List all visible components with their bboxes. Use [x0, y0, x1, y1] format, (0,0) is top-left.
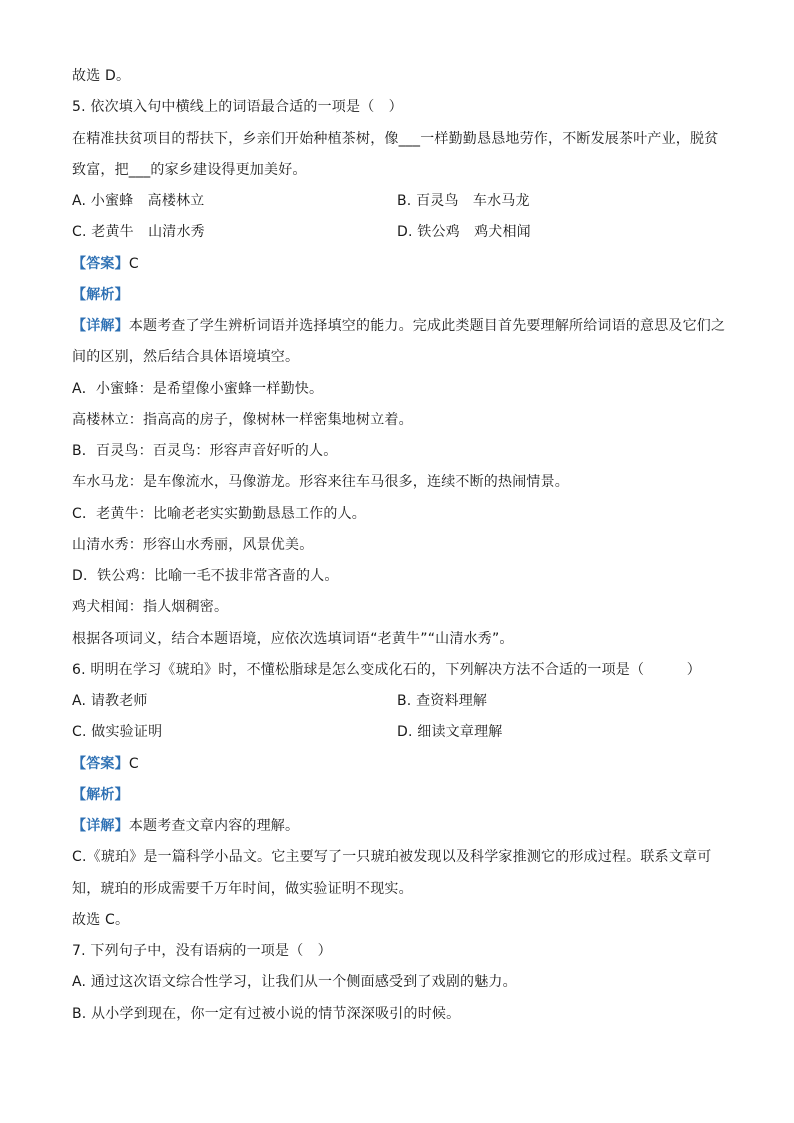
- question-5-explain-a2: 高楼林立：指高高的房子，像树林一样密集地树立着。: [72, 412, 413, 428]
- answer-tag: 【答案】: [72, 256, 129, 272]
- question-5-conclusion: 根据各项词义，结合本题语境，应依次选填词语“老黄牛”“山清水秀”。: [72, 631, 514, 647]
- question-5-option-b: B. 百灵鸟 车水马龙: [397, 193, 530, 209]
- question-5-option-c: C. 老黄牛 山清水秀: [72, 224, 205, 240]
- analysis-tag: 【解析】: [72, 287, 129, 303]
- analysis-tag: 【解析】: [72, 787, 129, 803]
- question-5-explain-d1: D．铁公鸡：比喻一毛不拔非常吝啬的人。: [72, 568, 339, 584]
- question-5-answer: [72, 254, 139, 274]
- question-5-explain-d2: 鸡犬相闻：指人烟稠密。: [72, 599, 229, 615]
- question-5-explain-c2: 山清水秀：形容山水秀丽，风景优美。: [72, 537, 314, 553]
- question-6-answer: [72, 754, 139, 774]
- prev-answer-conclusion: 故选 D。: [72, 68, 131, 84]
- answer-value: C: [128, 756, 139, 772]
- question-5-option-d: D. 铁公鸡 鸡犬相闻: [397, 224, 531, 240]
- question-5-explain-b1: B．百灵鸟：百灵鸟：形容声音好听的人。: [72, 443, 338, 459]
- question-7-stem: 7. 下列句子中，没有语病的一项是（ ）: [72, 943, 332, 959]
- question-5-option-a: A. 小蜜蜂 高楼林立: [72, 193, 205, 209]
- detail-tag: 【详解】: [72, 318, 129, 334]
- answer-tag: 【答案】: [72, 756, 129, 772]
- question-5-stem: 5. 依次填入句中横线上的词语最合适的一项是（ ）: [72, 99, 403, 115]
- question-5-sentence-line-2: 致富，把___的家乡建设得更加美好。: [72, 162, 307, 178]
- question-6-detail-line-1: [72, 816, 299, 836]
- question-5-explain-b2: 车水马龙：是车像流水，马像游龙。形容来往车马很多，连续不断的热闹情景。: [72, 474, 569, 490]
- question-5-sentence-line-1: 在精准扶贫项目的帮扶下，乡亲们开始种植茶树，像___一样勤勤恳恳地劳作，不断发展茶叶产业，脱贫: [72, 131, 719, 147]
- question-7-option-a: A. 通过这次语文综合性学习，让我们从一个侧面感受到了戏剧的魅力。: [72, 974, 517, 990]
- question-6-stem: 6. 明明在学习《琥珀》时，不懂松脂球是怎么变成化石的，下列解决方法不合适的一项是（ ）: [72, 662, 702, 678]
- question-6-option-a: A. 请教老师: [72, 693, 148, 709]
- detail-text: 本题考查文章内容的理解。: [128, 818, 300, 834]
- question-7-option-b: B. 从小学到现在，你一定有过被小说的情节深深吸引的时候。: [72, 1006, 461, 1022]
- question-5-explain-c1: C．老黄牛：比喻老老实实勤勤恳恳工作的人。: [72, 506, 366, 522]
- question-6-conclusion: 故选 C。: [72, 912, 130, 928]
- question-6-analysis-heading: [72, 785, 129, 805]
- question-6-explain-c1: C.《琥珀》是一篇科学小品文。它主要写了一只琥珀被发现以及科学家推测它的形成过程。联系文章可: [72, 849, 712, 865]
- question-6-option-c: C. 做实验证明: [72, 724, 163, 740]
- question-6-option-d: D. 细读文章理解: [397, 724, 503, 740]
- question-6-option-b: B. 查资料理解: [397, 693, 488, 709]
- question-5-analysis-heading: [72, 285, 129, 305]
- question-6-explain-c2: 知，琥珀的形成需要千万年时间，做实验证明不现实。: [72, 881, 413, 897]
- detail-tag: 【详解】: [72, 818, 129, 834]
- question-5-explain-a1: A．小蜜蜂：是希望像小蜜蜂一样勤快。: [72, 381, 324, 397]
- detail-text: 本题考查了学生辨析词语并选择填空的能力。完成此类题目首先要理解所给词语的意思及它们之: [128, 318, 726, 334]
- answer-value: C: [128, 256, 139, 272]
- question-5-detail-line-2: 间的区别，然后结合具体语境填空。: [72, 349, 300, 365]
- question-5-detail-line-1: [72, 316, 725, 336]
